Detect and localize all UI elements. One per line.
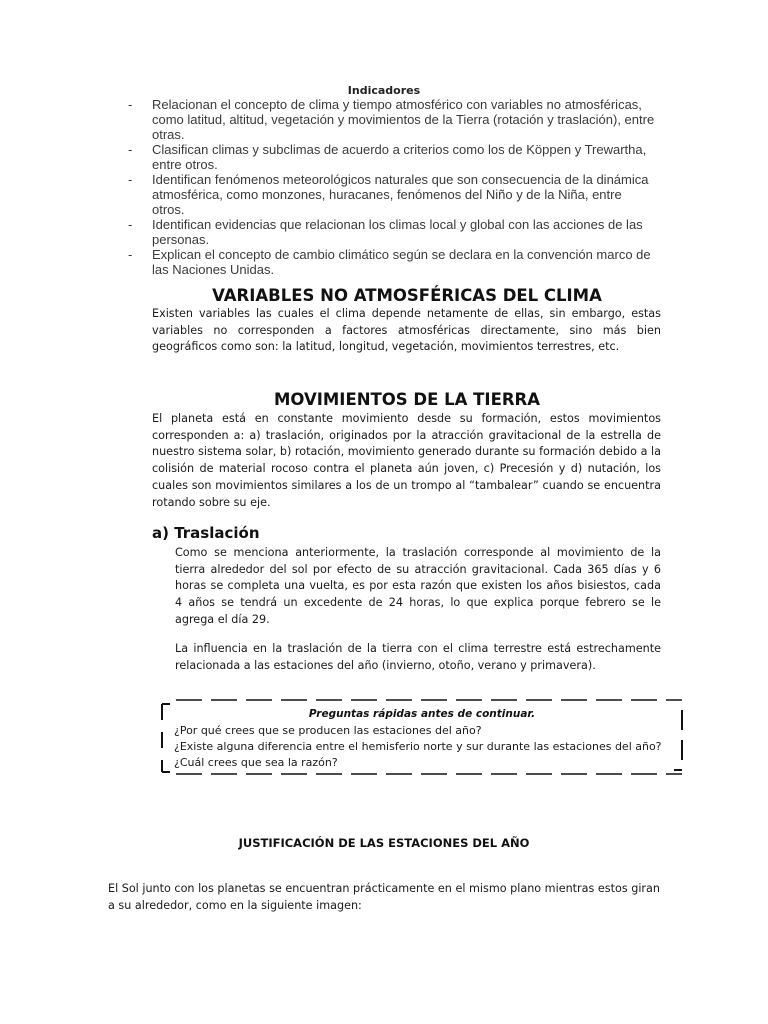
indicator-item bbox=[126, 97, 656, 142]
traslacion-paragraph-1: Como se menciona anteriormente, la traslación corresponde al movimiento de la tierra alrededor del sol por efecto de su atracción gravitacional. Cada 365 días y 6 horas se completa una vuelta, es por esta razón que existen los años bisiestos, cada 4 años se tendrá un excedente de 24 horas, lo que explica porque febrero se le agrega el día 29. bbox=[175, 546, 661, 626]
indicator-text: Identifican fenómenos meteorológicos naturales que son consecuencia de la dinámica atmosférica, como monzones, huracanes, fenómenos del Niño y de la Niña, entre otros. bbox=[152, 172, 649, 217]
traslacion-paragraph-2: La influencia en la traslación de la tierra con el clima terrestre está estrechamente relacionada a las estaciones del año (invierno, otoño, verano y primavera). bbox=[175, 642, 661, 672]
justificacion-text: El Sol junto con los planetas se encuentran prácticamente en el mismo plano mientras estos giran a su alrededor, como en la siguiente imagen: bbox=[108, 882, 660, 912]
indicators-title: Indicadores bbox=[347, 84, 421, 97]
section-text-movimientos: El planeta está en constante movimiento desde su formación, estos movimientos corresponden a: a) traslación, originados por la atracción gravitacional de la estrella de nuestro sistema solar, b) rotación, movimiento generado durante su formación debido a la colisión de material rocoso contra el planeta aún joven, c) Precesión y d) nutación, los cuales son movimientos similares a los de un trompo al “tambalear” cuando se encuentra rotando sobre su eje. bbox=[152, 412, 661, 509]
indicator-text: Relacionan el concepto de clima y tiempo atmosférico con variables no atmosféricas, como latitud, altitud, vegetación y movimientos de la Tierra (rotación y traslación), entre otras. bbox=[152, 97, 655, 142]
indicators-list bbox=[126, 97, 656, 277]
question-2: ¿Existe alguna diferencia entre el hemisferio norte y sur durante las estaciones del año? ¿Cuál crees que sea la razón? bbox=[174, 740, 662, 769]
section-title-justificacion: JUSTIFICACIÓN DE LAS ESTACIONES DEL AÑO bbox=[238, 836, 530, 850]
indicator-text: Clasifican climas y subclimas de acuerdo a criterios como los de Köppen y Trewartha, entre otros. bbox=[152, 142, 647, 172]
indicator-text: Explican el concepto de cambio climático según se declara en la convención marco de las Naciones Unidas. bbox=[152, 247, 651, 277]
bullet-dash: - bbox=[128, 247, 133, 262]
section-text-variables: Existen variables las cuales el clima depende netamente de ellas, sin embargo, estas variables no corresponden a factores atmosféricas directamente, sino más bien geográficos como son: la latitud, longitud, vegetación, movimientos terrestres, etc. bbox=[152, 307, 661, 354]
indicator-item bbox=[126, 247, 656, 277]
subsection-title-traslacion: a) Traslación bbox=[152, 524, 260, 542]
bullet-dash: - bbox=[128, 217, 133, 232]
section-title-movimientos: MOVIMIENTOS DE LA TIERRA bbox=[273, 390, 541, 409]
questions-title: Preguntas rápidas antes de continuar. bbox=[308, 708, 536, 720]
bullet-dash: - bbox=[128, 142, 133, 157]
bullet-dash: - bbox=[128, 97, 133, 112]
bullet-dash: - bbox=[128, 172, 133, 187]
indicator-text: Identifican evidencias que relacionan los climas local y global con las acciones de las personas. bbox=[152, 217, 643, 247]
questions-box bbox=[158, 698, 686, 776]
question-1: ¿Por qué crees que se producen las estaciones del año? bbox=[174, 724, 482, 737]
indicator-item bbox=[126, 217, 656, 247]
indicator-item bbox=[126, 142, 656, 172]
indicator-item bbox=[126, 172, 656, 217]
section-title-variables: VARIABLES NO ATMOSFÉRICAS DEL CLIMA bbox=[212, 286, 602, 305]
